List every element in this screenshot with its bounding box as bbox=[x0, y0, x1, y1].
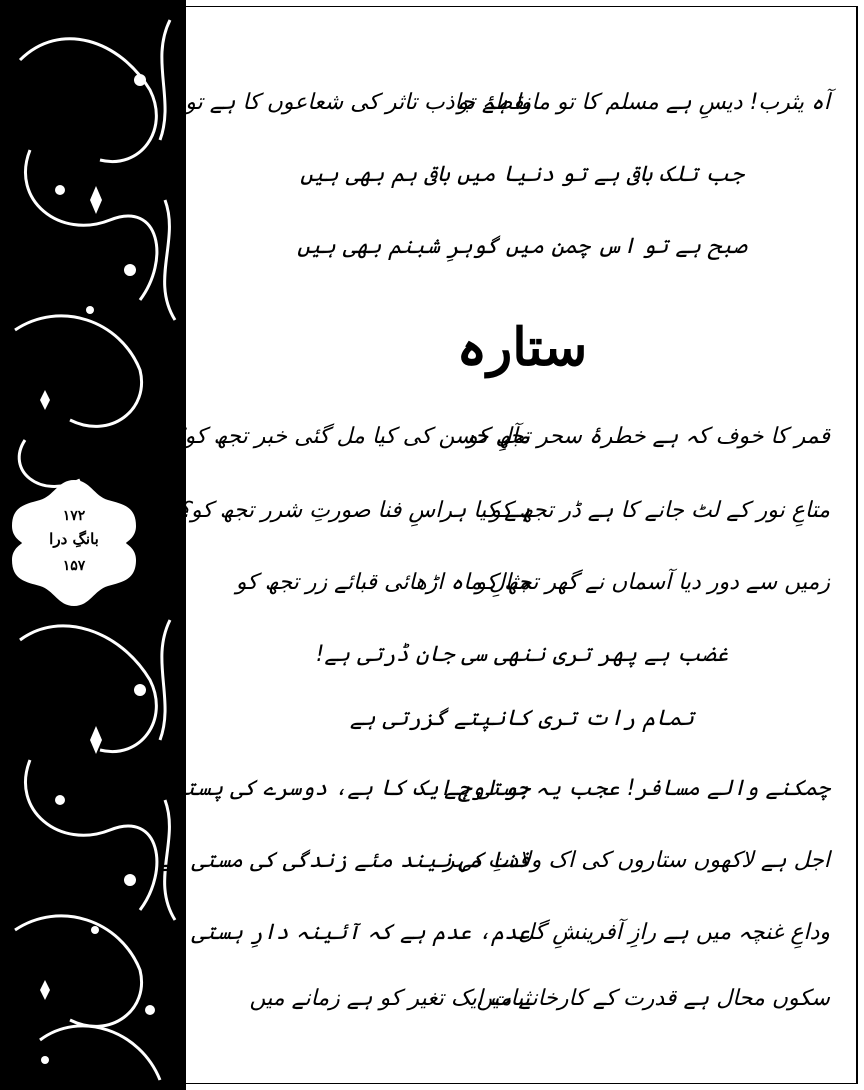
stanza2-line3-right: وداعِ غنچہ میں ہے رازِ آفرینشِ گل bbox=[518, 920, 830, 945]
stanza2-line1-left: جو اوج ایک کا ہے، دوسرے کی پستی ہے bbox=[138, 776, 530, 801]
stanza2-line2-right: اجل ہے لاکھوں ستاروں کی اک ولادتِ مہر bbox=[443, 848, 830, 873]
refrain-line1: غضب ہے پھر تری ننھی سی جان ڈرتی ہے! bbox=[315, 642, 729, 667]
stanza1-line1-right: قمر کا خوف کہ ہے خطرۂ سحر تجھ کو bbox=[467, 424, 830, 449]
intro-couplet-left: نقطۂ جاذب تاثر کی شعاعوں کا ہے تو bbox=[185, 90, 530, 115]
stanza1-line3-right: زمیں سے دور دیا آسماں نے گھر تجھ کو bbox=[475, 570, 830, 595]
stanza1-line2-right: متاعِ نور کے لٹ جانے کا ہے ڈر تجھ کو bbox=[490, 498, 830, 523]
stanza2-line4-right: سکوں محال ہے قدرت کے کارخانے میں bbox=[476, 986, 830, 1011]
stanza2-line4-left: ثبات ایک تغیر کو ہے زمانے میں bbox=[249, 986, 530, 1011]
intro-line-2: جب تلک باقی ہے تو دنیا میں باقی ہم بھی ہیں bbox=[300, 162, 744, 187]
intro-couplet-right: آہ یثرب! دیسِ ہے مسلم کا تو ماوا ہے تو bbox=[457, 90, 830, 115]
stanza2-line1-right: چمکنے والے مسافر! عجب یہ بستی ہے bbox=[444, 776, 830, 801]
stanza2-line2-left: فنا کی نیند مئے زندگی کی مستی ہے bbox=[158, 848, 530, 873]
stanza1-line1-left: مآلِ حسن کی کیا مل گئی خبر تجھ کو؟ bbox=[172, 424, 530, 449]
book-title: بانگِ درا bbox=[49, 530, 99, 548]
stanza2-line3-left: عدم، عدم ہے کہ آئینہ دارِ ہستی ہے! bbox=[149, 920, 530, 945]
page-number-cartouche bbox=[10, 478, 138, 608]
stanza1-line2-left: ہے کیا ہراسِ فنا صورتِ شرر تجھ کو؟ bbox=[179, 498, 530, 523]
page-number-bottom: ۱۵۷ bbox=[62, 558, 86, 574]
poem-title: ستارہ bbox=[456, 317, 588, 378]
page-number-top: ۱۷۲ bbox=[62, 508, 86, 524]
stanza1-line3-left: مثالِ ماہ اڑھائی قبائے زر تجھ کو bbox=[235, 570, 530, 595]
refrain-line2: تمام رات تری کانپتے گزرتی ہے bbox=[349, 706, 695, 731]
intro-line-3: صبح ہے تو اس چمن میں گوہرِ شبنم بھی ہیں bbox=[297, 234, 747, 259]
